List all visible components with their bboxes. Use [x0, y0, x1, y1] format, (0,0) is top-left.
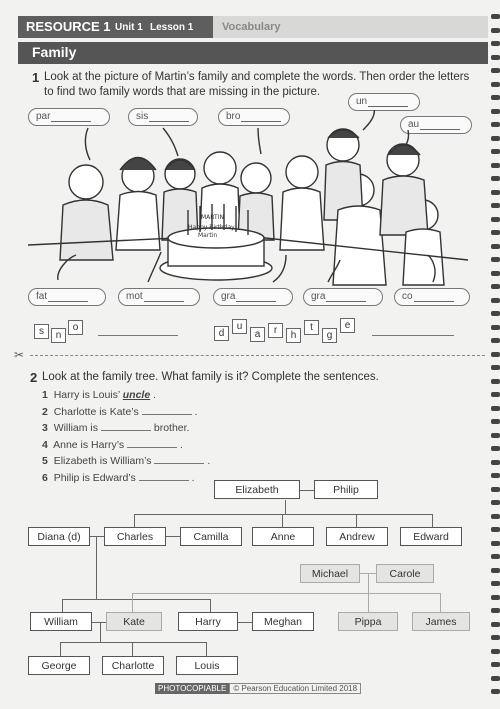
cake-greeting: Happy Birthday	[188, 224, 235, 231]
answer-blank[interactable]	[101, 430, 151, 431]
sentence-end: .	[153, 389, 157, 401]
sentence-1	[42, 389, 156, 401]
sentence-end: .	[207, 455, 211, 467]
binder-ring	[491, 379, 500, 384]
binder-ring	[491, 527, 500, 532]
person-charlotte: Charlotte	[102, 656, 164, 675]
person-george: George	[28, 656, 90, 675]
tree-line	[282, 514, 283, 527]
tree-line	[90, 536, 104, 537]
binder-ring	[491, 14, 500, 19]
q1-text-line1: Look at the picture of Martin’s family and complete the words. Then order the letters	[44, 71, 470, 83]
binder-ring	[491, 298, 500, 303]
sentence-number: 6	[42, 471, 48, 484]
binder-ring	[491, 365, 500, 370]
person-harry: Harry	[178, 612, 238, 631]
letter-tile: a	[250, 327, 265, 342]
binder-ring	[491, 176, 500, 181]
binder-ring	[491, 460, 500, 465]
person-camilla: Camilla	[180, 527, 242, 546]
binder-ring	[491, 338, 500, 343]
answer-blank[interactable]	[139, 480, 189, 481]
answer-line-1[interactable]	[98, 334, 178, 336]
q2-number: 2	[30, 370, 38, 385]
answer-blank[interactable]	[127, 447, 177, 448]
sentence-end: brother.	[153, 422, 190, 434]
binder-ring	[491, 68, 500, 73]
binder-ring	[491, 203, 500, 208]
q2-instruction: Look at the family tree. What family is it? Complete the sentences.	[42, 371, 379, 383]
person-james: James	[412, 612, 470, 631]
binder-ring	[491, 217, 500, 222]
binder-ring	[491, 554, 500, 559]
binder-ring	[491, 55, 500, 60]
person-carole: Carole	[376, 564, 434, 583]
letter-tile: o	[68, 320, 83, 335]
cake-name-2: Martin	[198, 232, 218, 239]
binder-ring	[491, 581, 500, 586]
person-william: William	[30, 612, 92, 631]
page-title: Family	[32, 44, 77, 60]
letter-tile: g	[322, 328, 337, 343]
binder-ring	[491, 392, 500, 397]
person-pippa: Pippa	[338, 612, 398, 631]
prompt-cousin[interactable]: co	[394, 288, 470, 306]
binder-ring	[491, 649, 500, 654]
photocopiable-label: PHOTOCOPIABLE	[155, 683, 229, 694]
tree-line	[285, 500, 286, 514]
person-kate: Kate	[106, 612, 162, 631]
lesson-label: Lesson 1	[150, 22, 194, 33]
person-edward: Edward	[400, 527, 462, 546]
binder-ring	[491, 689, 500, 694]
scissors-icon: ✂	[14, 348, 25, 362]
binder-ring	[491, 244, 500, 249]
tree-line	[432, 514, 433, 527]
binder-ring	[491, 163, 500, 168]
tree-line	[62, 599, 210, 600]
tree-line	[60, 642, 61, 656]
person-elizabeth: Elizabeth	[214, 480, 300, 499]
tree-line	[100, 622, 101, 642]
binder-ring	[491, 190, 500, 195]
prompt-parents[interactable]: par	[28, 108, 110, 126]
binder-ring	[491, 95, 500, 100]
tree-line	[92, 622, 106, 623]
sentence-text: William is	[53, 422, 99, 434]
prompt-brother[interactable]: bro	[218, 108, 290, 126]
sentence-number: 5	[42, 455, 48, 467]
binder-ring	[491, 325, 500, 330]
example-answer: uncle	[122, 389, 151, 401]
binder-ring	[491, 676, 500, 681]
tree-line	[210, 599, 211, 612]
unit-label: Unit 1	[115, 22, 143, 33]
answer-blank[interactable]	[154, 463, 204, 464]
sentence-text: Anne is Harry’s	[53, 438, 125, 451]
binder-ring	[491, 122, 500, 127]
person-diana: Diana (d)	[28, 527, 90, 546]
tree-line	[60, 642, 206, 643]
person-meghan: Meghan	[252, 612, 314, 631]
binder-ring	[491, 635, 500, 640]
tree-line-grey	[368, 573, 369, 593]
sentence-end: .	[179, 438, 183, 451]
binder-ring	[491, 271, 500, 276]
binder-ring	[491, 419, 500, 424]
copyright: © Pearson Education Limited 2018	[229, 683, 361, 694]
sentence-6	[42, 472, 195, 484]
tree-line	[96, 536, 97, 599]
letter-tile: d	[214, 326, 229, 341]
tree-line	[134, 514, 432, 515]
binder-ring	[491, 136, 500, 141]
person-michael: Michael	[300, 564, 360, 583]
cake-name: MARTIN	[201, 214, 224, 221]
binder-ring	[491, 284, 500, 289]
binder-ring	[491, 257, 500, 262]
answer-line-2[interactable]	[372, 334, 454, 336]
cut-line	[30, 355, 485, 356]
binder-ring	[491, 311, 500, 316]
binder-ring	[491, 500, 500, 505]
sentence-text: Philip is Edward’s	[53, 471, 136, 484]
prompt-uncle[interactable]: un	[348, 93, 420, 111]
letter-tile: s	[34, 324, 49, 339]
binder-ring	[491, 28, 500, 33]
sentence-3	[42, 422, 189, 434]
binder-ring	[491, 622, 500, 627]
letter-tile: h	[286, 328, 301, 343]
title-bar	[18, 42, 488, 64]
prompt-sister[interactable]: sis	[128, 108, 198, 126]
binder-ring	[491, 352, 500, 357]
letter-tile: e	[340, 318, 355, 333]
sentence-5	[42, 455, 210, 467]
person-charles: Charles	[104, 527, 166, 546]
person-philip: Philip	[314, 480, 378, 499]
tree-line	[166, 536, 180, 537]
prompt-father[interactable]: fat	[28, 288, 106, 306]
person-louis: Louis	[176, 656, 238, 675]
binder-ring	[491, 82, 500, 87]
tree-line	[134, 514, 135, 527]
prompt-aunt[interactable]: au	[400, 116, 472, 134]
q1-number: 1	[32, 70, 40, 85]
binder-ring	[491, 433, 500, 438]
binder-ring	[491, 41, 500, 46]
sentence-end: .	[194, 405, 198, 418]
tree-line	[132, 642, 133, 656]
letter-tile: t	[304, 320, 319, 335]
binder-ring	[491, 568, 500, 573]
binder-ring	[491, 514, 500, 519]
binder-ring	[491, 446, 500, 451]
binder-ring	[491, 487, 500, 492]
binder-ring	[491, 473, 500, 478]
binder-ring	[491, 595, 500, 600]
sentence-number: 1	[42, 389, 48, 401]
tree-line	[300, 490, 314, 491]
binder-ring	[491, 608, 500, 613]
sentence-number: 4	[42, 438, 48, 451]
tree-line	[206, 642, 207, 656]
binder-ring	[491, 541, 500, 546]
tree-line	[62, 599, 63, 612]
tree-line-grey	[132, 593, 440, 594]
tree-line	[356, 514, 357, 527]
tree-line-grey	[440, 593, 441, 612]
letter-tile: r	[268, 323, 283, 338]
section-label: Vocabulary	[222, 21, 281, 33]
person-andrew: Andrew	[326, 527, 388, 546]
binder-ring	[491, 109, 500, 114]
binder-ring	[491, 230, 500, 235]
sentence-number: 2	[42, 405, 48, 418]
letter-tile: u	[232, 319, 247, 334]
q1-text-line2: to find two family words that are missing in the picture.	[44, 86, 321, 98]
letter-tile: n	[51, 328, 66, 343]
sentence-number: 3	[42, 422, 48, 434]
tree-line	[238, 622, 252, 623]
sentence-text: Elizabeth is William’s	[53, 455, 152, 467]
footer	[155, 684, 361, 693]
answer-blank[interactable]	[142, 414, 192, 415]
binder-ring	[491, 149, 500, 154]
sentence-text: Harry is Louis’	[53, 389, 120, 401]
resource-label: RESOURCE 1	[26, 19, 111, 34]
binder-ring	[491, 406, 500, 411]
sentence-text: Charlotte is Kate’s	[53, 405, 139, 418]
family-illustration	[28, 110, 473, 290]
sentence-4	[42, 439, 183, 451]
person-anne: Anne	[252, 527, 314, 546]
sentence-2	[42, 406, 197, 418]
binder-ring	[491, 662, 500, 667]
prompt-grandfather[interactable]: gra	[213, 288, 293, 306]
tree-line-grey	[368, 593, 369, 612]
tree-line-grey	[132, 593, 133, 612]
prompt-grandmother[interactable]: gra	[303, 288, 383, 306]
prompt-mother[interactable]: mot	[118, 288, 200, 306]
sentence-end: .	[191, 471, 195, 484]
